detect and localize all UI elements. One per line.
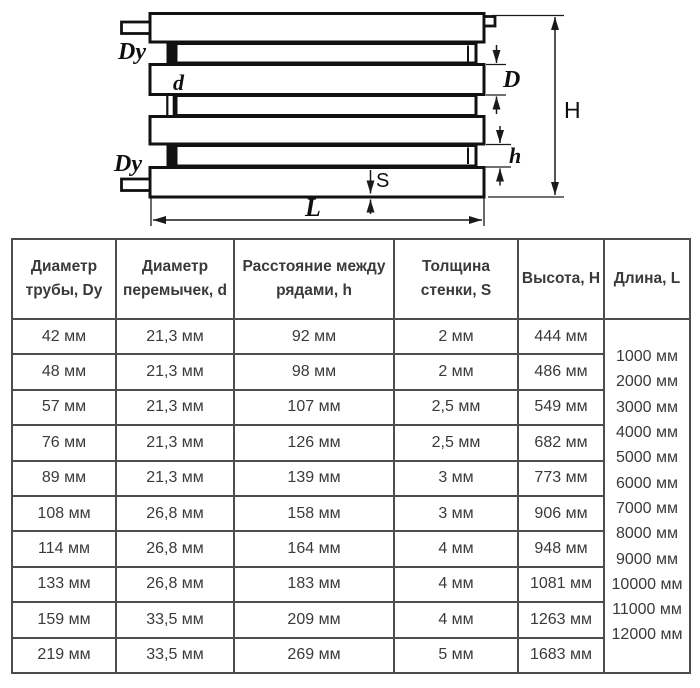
register-diagram — [0, 0, 700, 234]
cell-s: 5 мм — [394, 638, 518, 673]
col-header-d: Диаметр перемычек, d — [116, 239, 234, 319]
cell-h: 139 мм — [234, 461, 394, 496]
cell-s: 3 мм — [394, 461, 518, 496]
jumper-left-top — [167, 42, 177, 66]
table-row — [12, 531, 690, 566]
length-value: 6000 мм — [615, 474, 679, 492]
cell-s: 2 мм — [394, 354, 518, 389]
cell-length-list — [604, 319, 690, 673]
length-value: 4000 мм — [615, 424, 679, 442]
cell-h: 269 мм — [234, 638, 394, 673]
col-header-dy: Диаметр трубы, Dy — [12, 239, 116, 319]
label-dy-bottom: Dy — [114, 151, 142, 177]
stub-top-left — [122, 22, 151, 34]
cell-dy: 114 мм — [12, 531, 116, 566]
cell-h: 126 мм — [234, 425, 394, 460]
length-value: 12000 мм — [611, 626, 683, 644]
cell-d: 33,5 мм — [116, 602, 234, 637]
cell-h: 98 мм — [234, 354, 394, 389]
col-header-h: Расстояние между рядами, h — [234, 239, 394, 319]
cell-dy: 42 мм — [12, 319, 116, 354]
cell-dy: 219 мм — [12, 638, 116, 673]
cell-height: 773 мм — [518, 461, 604, 496]
table-row — [12, 319, 690, 354]
cell-s: 2,5 мм — [394, 390, 518, 425]
stub-top-right — [484, 17, 495, 27]
length-value: 1000 мм — [615, 348, 679, 366]
col-header-s: Толщина стенки, S — [394, 239, 518, 319]
cell-dy: 76 мм — [12, 425, 116, 460]
cell-dy: 48 мм — [12, 354, 116, 389]
cell-h: 92 мм — [234, 319, 394, 354]
length-value: 9000 мм — [615, 550, 679, 568]
pipe-row-2 — [176, 44, 476, 64]
pipe-row-5 — [150, 117, 484, 145]
cell-s: 2 мм — [394, 319, 518, 354]
cell-s: 4 мм — [394, 567, 518, 602]
length-value: 10000 мм — [611, 575, 683, 593]
header-row — [12, 239, 690, 319]
table-row — [12, 638, 690, 673]
stub-bottom-left — [122, 179, 151, 191]
cell-height: 948 мм — [518, 531, 604, 566]
cell-d: 21,3 мм — [116, 390, 234, 425]
length-value: 5000 мм — [615, 449, 679, 467]
cell-height: 682 мм — [518, 425, 604, 460]
cell-dy: 57 мм — [12, 390, 116, 425]
cell-h: 164 мм — [234, 531, 394, 566]
length-value: 2000 мм — [615, 373, 679, 391]
cell-h: 158 мм — [234, 496, 394, 531]
cell-height: 486 мм — [518, 354, 604, 389]
pipe-row-3 — [150, 65, 484, 95]
table-row — [12, 461, 690, 496]
cell-d: 21,3 мм — [116, 354, 234, 389]
cell-d: 33,5 мм — [116, 638, 234, 673]
cell-height: 549 мм — [518, 390, 604, 425]
table-row — [12, 390, 690, 425]
label-wall-S: S — [376, 170, 390, 192]
cell-height: 906 мм — [518, 496, 604, 531]
cell-dy: 133 мм — [12, 567, 116, 602]
cell-h: 183 мм — [234, 567, 394, 602]
label-jumper-d: d — [173, 70, 184, 95]
cell-dy: 108 мм — [12, 496, 116, 531]
cell-d: 21,3 мм — [116, 461, 234, 496]
cell-height: 1263 мм — [518, 602, 604, 637]
cell-d: 21,3 мм — [116, 319, 234, 354]
cell-s: 2,5 мм — [394, 425, 518, 460]
cell-h: 107 мм — [234, 390, 394, 425]
cell-height: 444 мм — [518, 319, 604, 354]
label-dy-top: Dy — [118, 39, 146, 65]
label-height-H: H — [564, 97, 581, 123]
pipe-row-1 — [150, 14, 484, 43]
length-value: 11000 мм — [612, 601, 682, 619]
length-value: 3000 мм — [615, 398, 679, 416]
cell-d: 26,8 мм — [116, 567, 234, 602]
cell-d: 21,3 мм — [116, 425, 234, 460]
cell-d: 26,8 мм — [116, 531, 234, 566]
cell-s: 3 мм — [394, 496, 518, 531]
jumper-left-bottom — [167, 144, 177, 168]
label-length-L: L — [305, 193, 321, 222]
table-row — [12, 425, 690, 460]
length-value: 7000 мм — [615, 499, 679, 517]
label-pipe-diameter-D: D — [503, 67, 521, 93]
spec-table — [11, 238, 691, 674]
pipe-row-6 — [176, 146, 476, 167]
label-row-spacing-h: h — [509, 143, 522, 168]
table-row — [12, 567, 690, 602]
length-value: 8000 мм — [615, 525, 679, 543]
cell-height: 1683 мм — [518, 638, 604, 673]
col-header-length: Длина, L — [604, 239, 690, 319]
cell-h: 209 мм — [234, 602, 394, 637]
table-row — [12, 602, 690, 637]
cell-d: 26,8 мм — [116, 496, 234, 531]
col-header-height: Высота, H — [518, 239, 604, 319]
table-row — [12, 496, 690, 531]
cell-s: 4 мм — [394, 531, 518, 566]
table-row — [12, 354, 690, 389]
pipe-row-4 — [176, 96, 476, 116]
cell-s: 4 мм — [394, 602, 518, 637]
cell-height: 1081 мм — [518, 567, 604, 602]
cell-dy: 89 мм — [12, 461, 116, 496]
cell-dy: 159 мм — [12, 602, 116, 637]
